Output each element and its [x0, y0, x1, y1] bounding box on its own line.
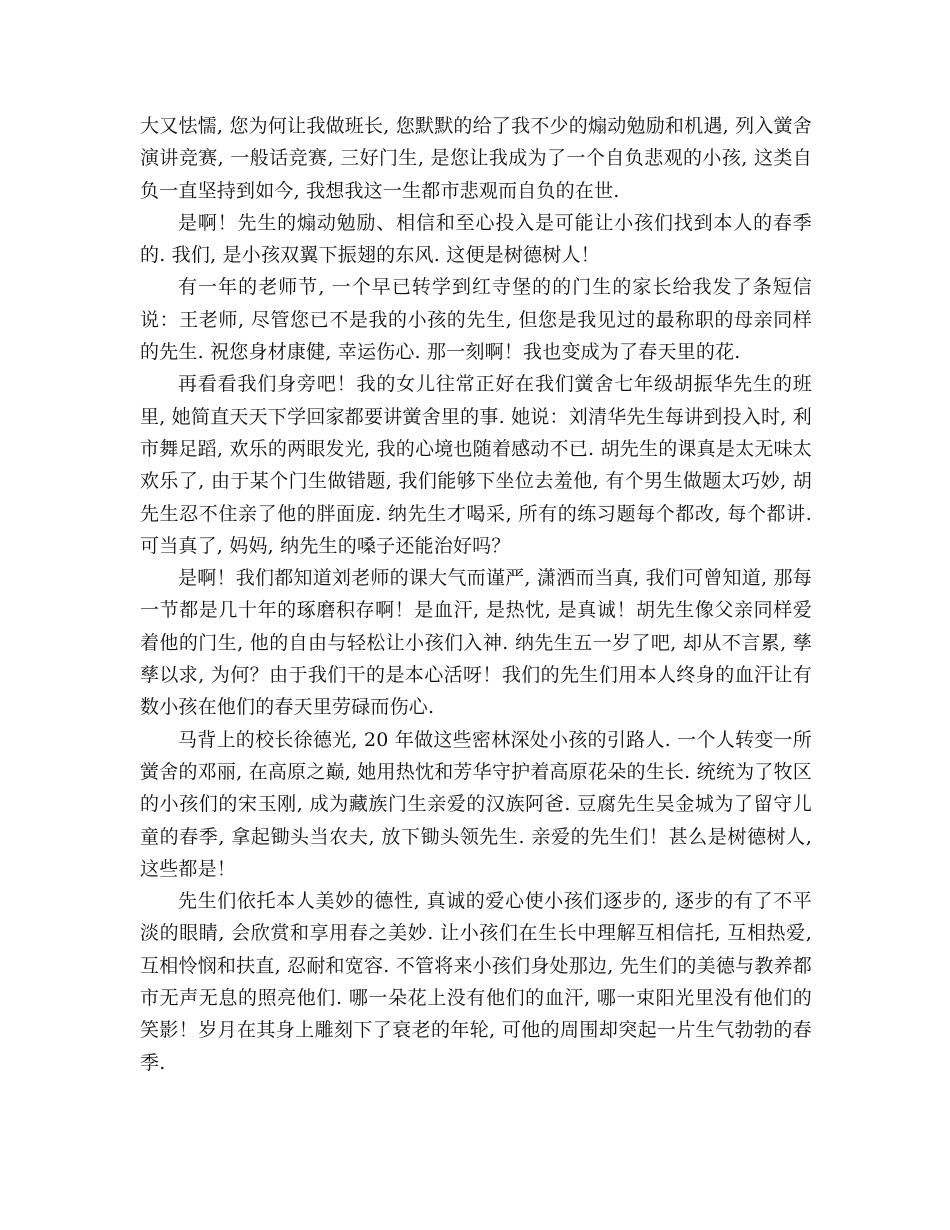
paragraph-1: 大又怯懦, 您为何让我做班长, 您默默的给了我不少的煽动勉励和机遇, 列入黉舍演讲竞赛, 一般话竞赛, 三好门生, 是您让我成为了一个自负悲观的小孩, 这类自负一直坚持到如今, 我想我这一生都市悲观而自负的在世.: [140, 115, 812, 202]
paragraph-3: 有一年的老师节, 一个早已转学到红寺堡的的门生的家长给我发了条短信说：王老师, 尽管您已不是我的小孩的先生, 但您是我见过的最称职的母亲同样的先生. 祝您身材康健, 幸运伤心. 那一刻啊！我也变成为了春天里的花.: [140, 276, 812, 364]
paragraph-4: 再看看我们身旁吧！我的女儿往常正好在我们黉舍七年级胡振华先生的班里, 她简直天天下学回家都要讲黉舍里的事. 她说：刘清华先生每讲到投入时, 利市舞足蹈, 欢乐的两眼发光, 我的心境也随着感动不已. 胡先生的课真是太无味太欢乐了, 由于某个门生做错题, 我们能够下坐位去羞他, 有个男生做题太巧妙, 胡先生忍不住亲了他的胖面庞. 纳先生才喝采, 所有的练习题每个都改, 每个都讲. 可当真了, 妈妈, 纳先生的嗓子还能治好吗？: [140, 373, 812, 557]
paragraph-2: 是啊！先生的煽动勉励、相信和至心投入是可能让小孩们找到本人的春季的. 我们, 是小孩双翼下振翅的东风. 这便是树德树人！: [140, 211, 812, 267]
document-body: [140, 110, 812, 1079]
paragraph-6: 马背上的校长徐德光, 20 年做这些密林深处小孩的引路人. 一个人转变一所黉舍的邓丽, 在高原之巅, 她用热忱和芳华守护着高原花朵的生长. 统统为了牧区的小孩们的宋玉刚, 成为藏族门生亲爱的汉族阿爸. 豆腐先生吴金城为了留守儿童的春季, 拿起锄头当农夫, 放下锄头领先生. 亲爱的先生们！甚么是树德树人, 这些都是！: [140, 728, 812, 880]
paragraph-7: 先生们依托本人美妙的德性, 真诚的爱心使小孩们逐步的, 逐步的有了不平淡的眼睛, 会欣赏和享用春之美妙. 让小孩们在生长中理解互相信托, 互相热爱, 互相怜悯和扶直, 忍耐和宽容. 不管将来小孩们身处那边, 先生们的美德与教养都市无声无息的照亮他们. 哪一朵花上没有他们的血汗, 哪一束阳光里没有他们的笑影！岁月在其身上雕刻下了衰老的年轮, 可他的周围却突起一片生气勃勃的春季.: [140, 890, 812, 1074]
paragraph-5: 是啊！我们都知道刘老师的课大气而谨严, 潇洒而当真, 我们可曾知道, 那每一节都是几十年的琢磨积存啊！是血汗, 是热忱, 是真诚！胡先生像父亲同样爱着他的门生, 他的自由与轻松让小孩们入神. 纳先生五一岁了吧, 却从不言累, 孳孳以求, 为何？由于我们干的是本心活呀！我们的先生们用本人终身的血汗让有数小孩在他们的春天里劳碌而伤心.: [140, 567, 812, 719]
